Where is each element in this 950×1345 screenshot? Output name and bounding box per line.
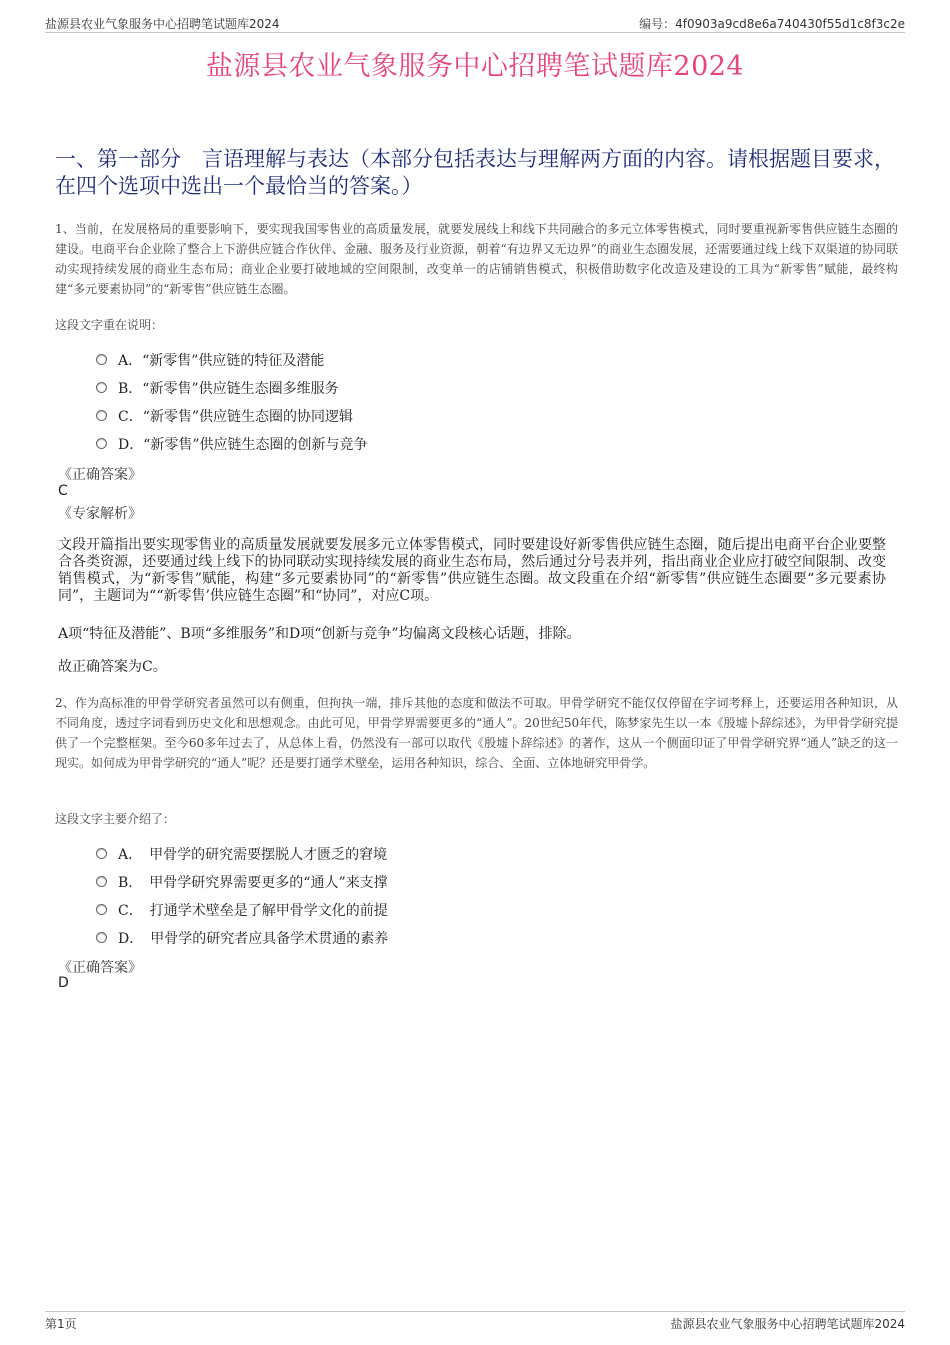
header-doc-id: 编号：4f0903a9cd8e6a740430f55d1c8f3c2e — [639, 17, 905, 31]
radio-icon[interactable] — [96, 876, 107, 887]
page-title: 盐源县农业气象服务中心招聘笔试题库2024 — [205, 51, 745, 82]
page-header — [45, 14, 905, 33]
question-1-analysis-label: 《专家解析》 — [58, 506, 142, 522]
question-1-analysis-para-3: 故正确答案为C。 — [58, 659, 167, 675]
question-2-answer: D — [58, 975, 69, 991]
question-1-prompt: 这段文字重在说明： — [55, 318, 164, 332]
header-doc-title: 盐源县农业气象服务中心招聘笔试题库2024 — [45, 17, 280, 31]
question-2-answer-label: 《正确答案》 — [58, 960, 142, 976]
option-label: D．“新零售”供应链生态圈的创新与竞争 — [118, 437, 368, 453]
question-2-text: 2、作为高标准的甲骨学研究者虽然可以有侧重，但拘执一端，排斥其他的态度和做法不可取。甲骨学研究不能仅仅停留在字词考释上，还要运用各种知识，从不同角度，透过字词看到历史文化和思想观念。由此可见，甲骨学界需要更多的“通人”。20世纪50年代，陈梦家先生以一本《殷墟卜辞综述》，为甲骨学研究提供了一个完整框架。至今60多年过去了，从总体上看，仍然没有一部可以取代《殷墟卜辞综述》的著作，这从一个侧面印证了甲骨学研究界“通人”缺乏的这一现实。如何成为甲骨学研究的“通人”呢？还是要打通学术壁垒，运用各种知识，综合、全面、立体地研究甲骨学。 — [55, 696, 898, 770]
radio-icon[interactable] — [96, 382, 107, 393]
question-1-analysis-para-2: A项“特征及潜能”、B项“多维服务”和D项“创新与竞争”均偏离文段核心话题，排除。 — [58, 626, 581, 642]
radio-icon[interactable] — [96, 904, 107, 915]
question-1-answer-label: 《正确答案》 — [58, 467, 142, 483]
option-label: C．“新零售”供应链生态圈的协同逻辑 — [118, 409, 354, 425]
question-1-text: 1、当前，在发展格局的重要影响下，要实现我国零售业的高质量发展，就要发展线上和线下共同融合的多元立体零售模式，同时要重视新零售供应链生态圈的建设。电商平台企业除了整合上下游供应链合作伙伴、金融、服务及行业资源，朝着“有边界又无边界”的商业生态圈发展，还需要通过线上线下双渠道的协同联动实现持续发展的商业生态布局；商业企业要打破地域的空间限制，改变单一的店铺销售模式，积极借助数字化改造及建设的工具为“新零售”赋能，最终构建“多元要素协同”的“新零售”供应链生态圈。 — [55, 222, 898, 296]
question-2-prompt: 这段文字主要介绍了： — [55, 812, 176, 826]
footer-doc-title: 盐源县农业气象服务中心招聘笔试题库2024 — [670, 1317, 905, 1331]
radio-icon[interactable] — [96, 354, 107, 365]
radio-icon[interactable] — [96, 410, 107, 421]
radio-icon[interactable] — [96, 848, 107, 859]
radio-icon[interactable] — [96, 932, 107, 943]
page-footer — [45, 1311, 905, 1332]
option-label: B．“新零售”供应链生态圈多维服务 — [118, 381, 339, 397]
section-heading: 一、第一部分 言语理解与表达（本部分包括表达与理解两方面的内容。请根据题目要求，在四个选项中选出一个最恰当的答案。） — [55, 147, 895, 198]
footer-page-number: 第1页 — [45, 1317, 77, 1331]
question-1-answer: C — [58, 483, 68, 499]
radio-icon[interactable] — [96, 438, 107, 449]
option-label: C． 打通学术壁垒是了解甲骨学文化的前提 — [118, 903, 388, 919]
option-label: A． 甲骨学的研究需要摆脱人才匮乏的窘境 — [118, 847, 388, 863]
option-label: D． 甲骨学的研究者应具备学术贯通的素养 — [118, 931, 389, 947]
option-label: A．“新零售”供应链的特征及潜能 — [118, 353, 325, 369]
option-label: B． 甲骨学研究界需要更多的“通人”来支撑 — [118, 875, 388, 891]
question-1-analysis-para-1: 文段开篇指出要实现零售业的高质量发展就要发展多元立体零售模式，同时要建设好新零售供应链生态圈，随后提出电商平台企业要整合各类资源，还要通过线上线下的协同联动实现持续发展的商业生态布局，然后通过分号表并列，指出商业企业应打破空间限制、改变销售模式，为“新零售”赋能，构建“多元要素协同”的“新零售”供应链生态圈。故文段重在介绍“新零售”供应链生态圈要“多元要素协同”，主题词为““新零售’供应链生态圈”和“协同”，对应C项。 — [58, 537, 886, 604]
